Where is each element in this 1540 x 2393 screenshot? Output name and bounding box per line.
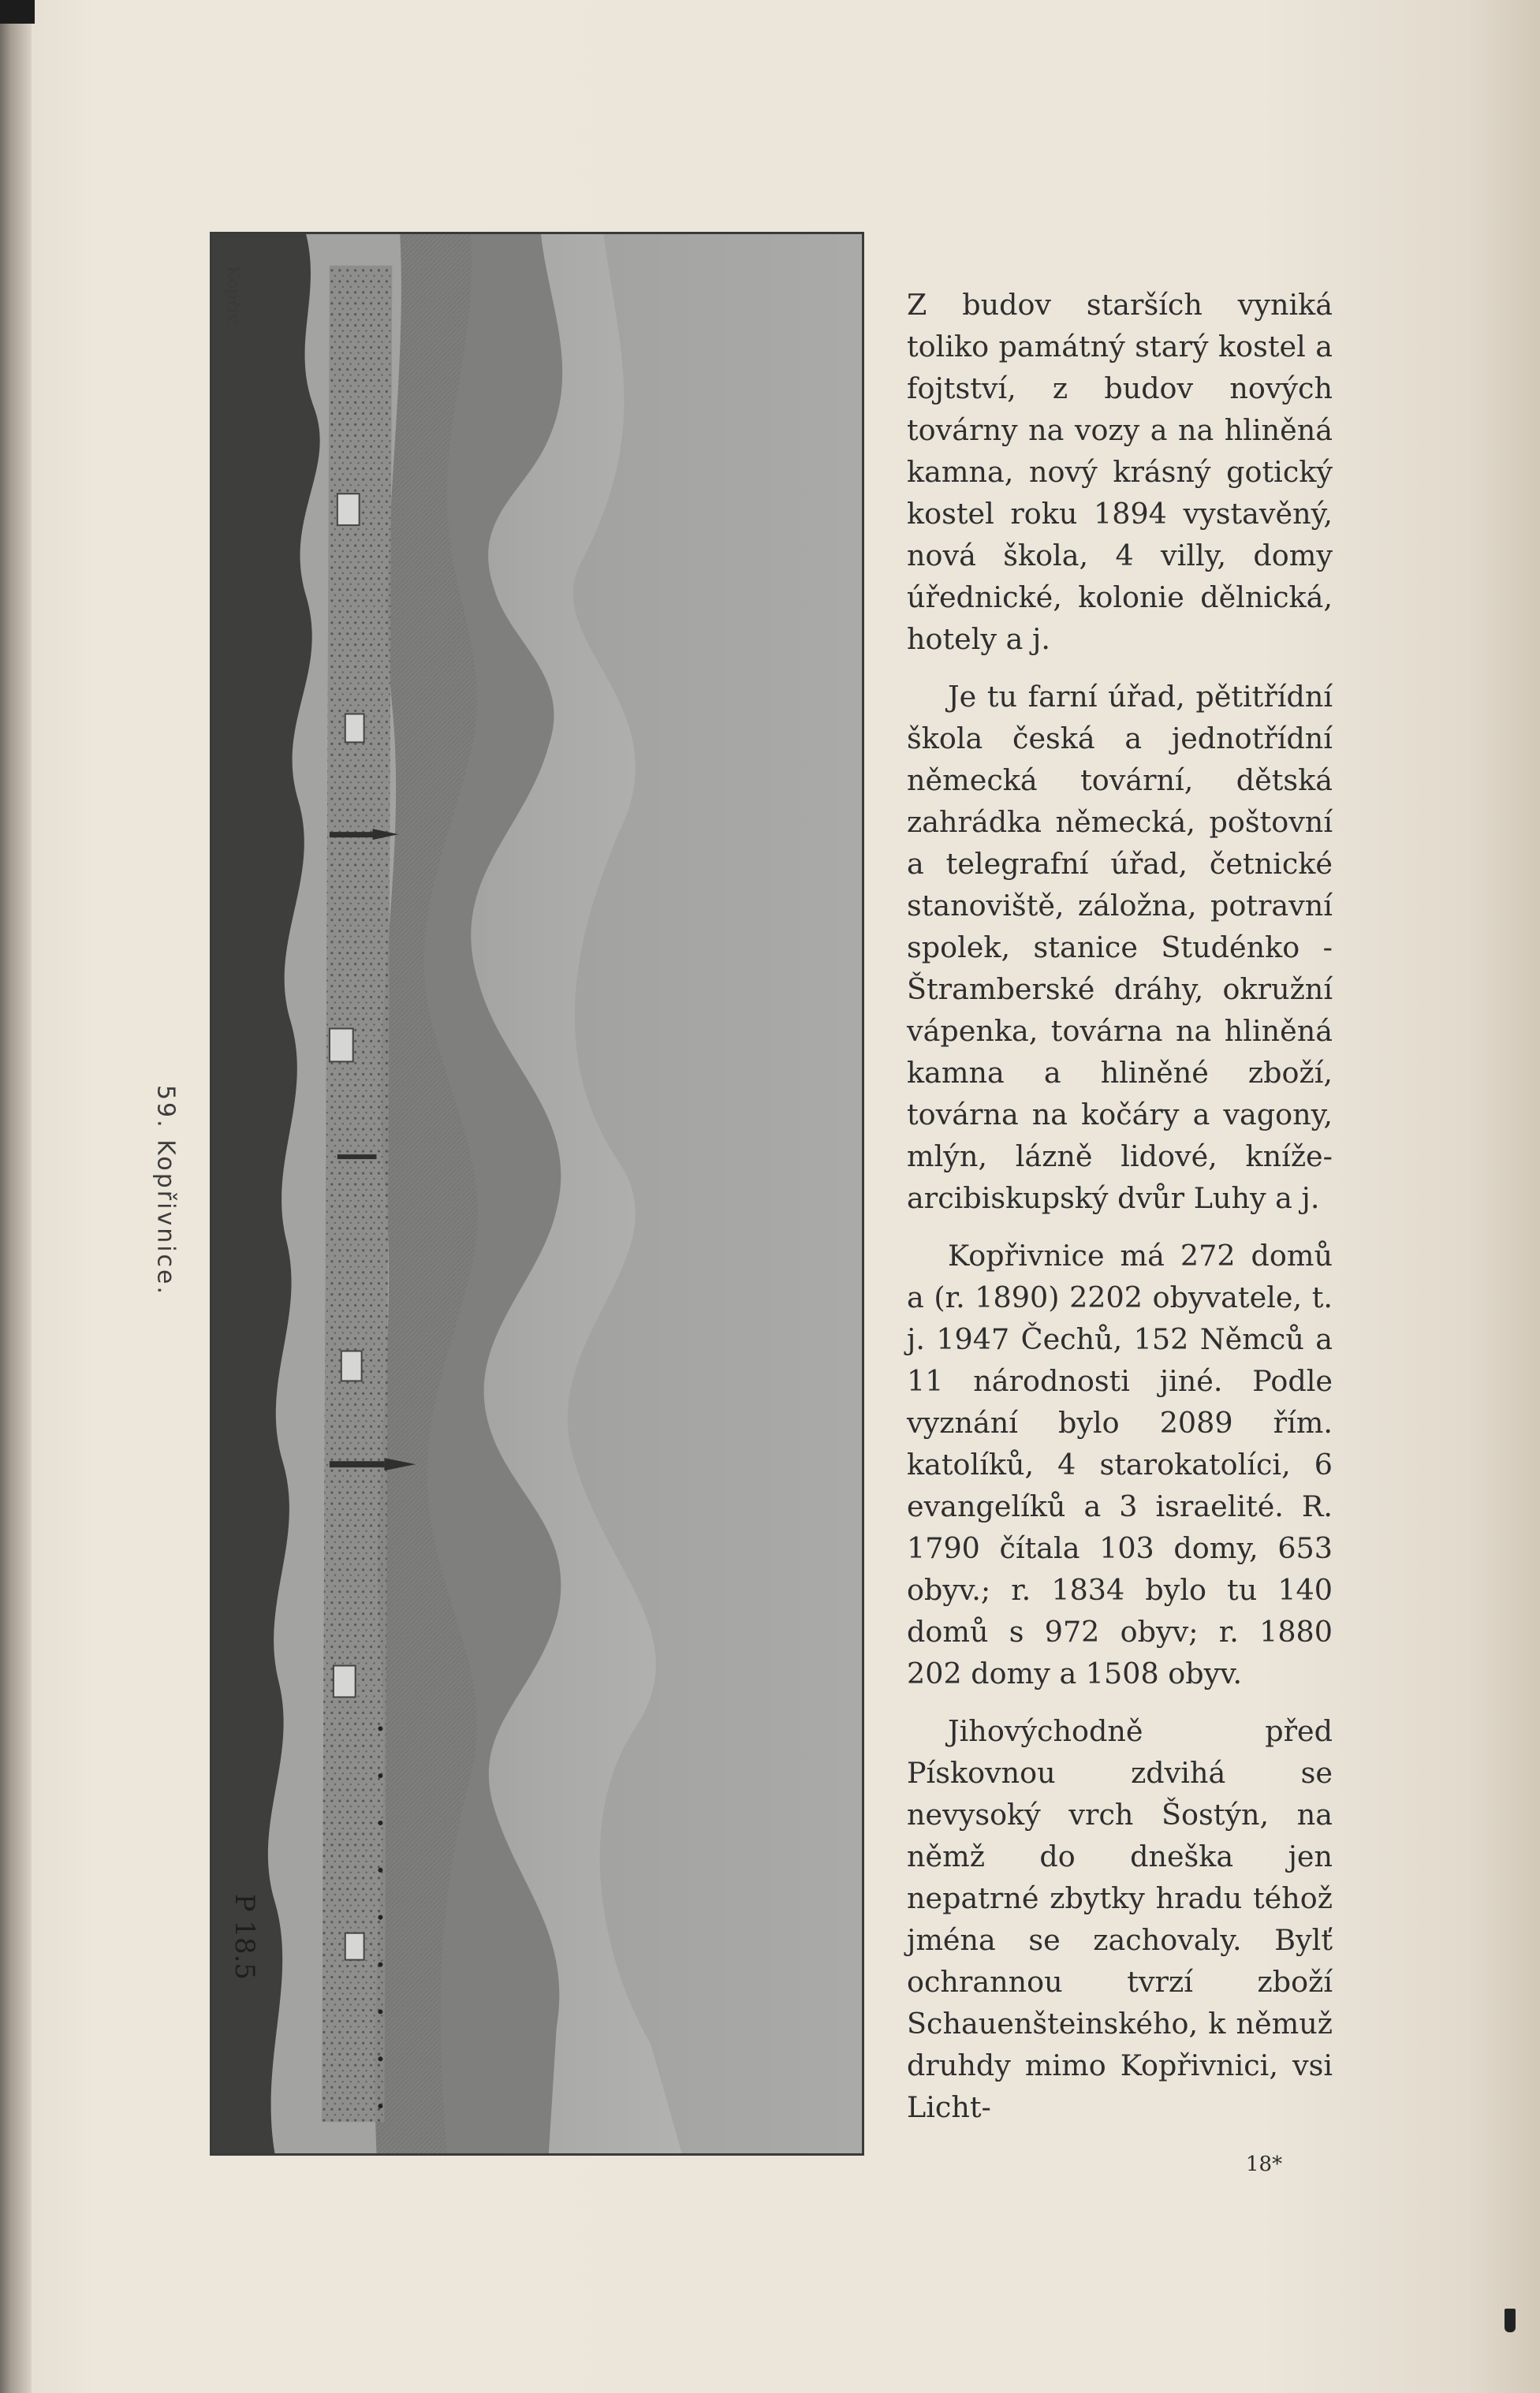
village-dots	[322, 266, 392, 2122]
illustration-svg	[212, 234, 862, 2153]
paragraph-2: Je tu farní úřad, pětitřídní škola česká a jednotřídní německá tovární, dětská zahrádka německá, poštovní a telegrafní úřad, četnické stanoviště, záložna, potravní spolek, stanice Studénko - Štramberské dráhy, okružní vápenka, továrna na hliněná kamna a hliněné zboží, továrna na kočáry a vagony, mlýn, lázně lidové, kníže-arcibiskupský dvůr Luhy a j.	[907, 680, 1333, 1215]
body-text-column	[907, 284, 1333, 2144]
landscape-illustration	[210, 232, 864, 2156]
paragraph-1: Z budov starších vyniká toliko památný starý kostel a fojtství, z budov nových továrny na vozy a na hliněná kamna, nový krásný gotický kostel roku 1894 vystavěný, nová škola, 4 villy, domy úřednické, kolonie dělnická, hotely a j.	[907, 288, 1333, 656]
page-fold-shadow	[0, 0, 32, 2393]
plate-scribble: Kopřiv.	[222, 265, 243, 327]
paragraph-4: Jihovýchodně před Pískovnou zdvihá se nevysoký vrch Šostýn, na němž do dneška jen nepatrné zbytky hradu téhož jména se zachovaly. Bylť ochrannou tvrzí zboží Schauenšteinského, k němuž druhdy mimo Kopřivnici, vsi Licht-	[907, 1714, 1333, 2124]
paragraph-3: Kopřivnice má 272 domů a (r. 1890) 2202 obyvatele, t. j. 1947 Čechů, 152 Němců a 11 národnosti jiné. Podle vyznání bylo 2089 řím. katolíků, 4 starokatolíci, 6 evangelíků a 3 israelité. R. 1790 čítala 103 domy, 653 obyv.; r. 1834 bylo tu 140 domů s 972 obyv; r. 1880 202 domy a 1508 obyv.	[907, 1239, 1333, 1690]
artist-mark: P 18.5	[229, 1893, 260, 1980]
page-edge-mark	[1505, 2309, 1516, 2332]
plate-caption: 59. Kopřivnice.	[151, 1084, 180, 1297]
signature-mark: 18*	[1246, 2153, 1283, 2176]
scan-corner-mark	[0, 0, 35, 24]
